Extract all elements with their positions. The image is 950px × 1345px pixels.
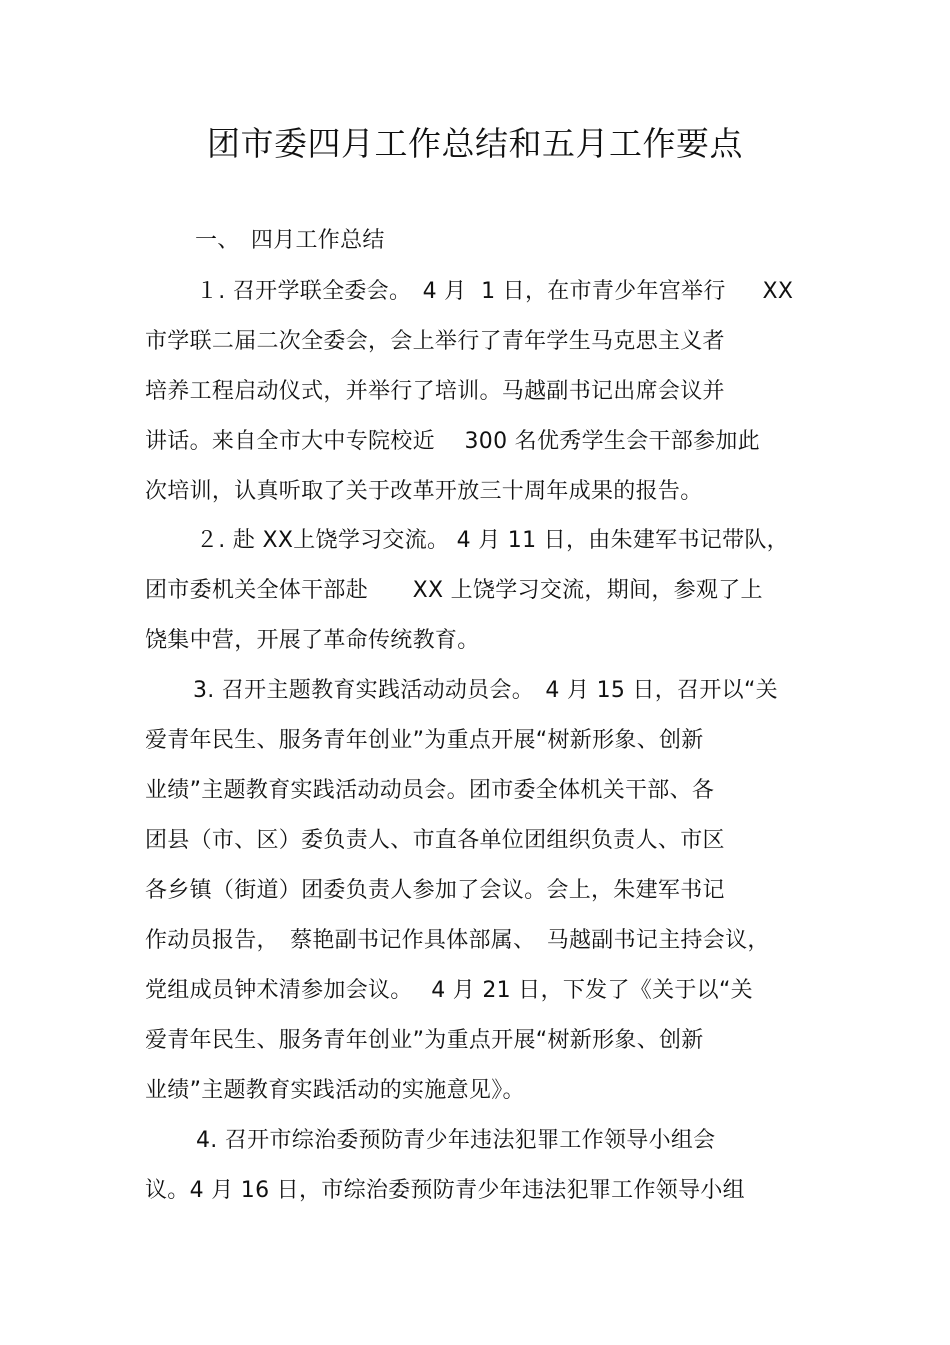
- paragraph-line: 讲话。来自全市大中专院校近 300 名优秀学生会干部参加此: [145, 429, 760, 454]
- paragraph-line: 作动员报告， 蔡艳副书记作具体部属、 马越副书记主持会议，: [145, 928, 770, 953]
- paragraph-line: 4. 召开市综治委预防青少年违法犯罪工作领导小组会: [196, 1128, 716, 1153]
- paragraph-line: 议。4 月 16 日，市综治委预防青少年违法犯罪工作领导小组: [145, 1178, 745, 1203]
- paragraph-line: １. 召开学联全委会。 4 月 1 日，在市青少年宫举行 XX: [196, 279, 794, 304]
- paragraph-line: 3. 召开主题教育实践活动动员会。 4 月 15 日，召开以“关: [193, 678, 778, 703]
- document-title: 团市委四月工作总结和五月工作要点: [207, 124, 743, 163]
- paragraph-line: 市学联二届二次全委会，会上举行了青年学生马克思主义者: [145, 329, 725, 354]
- paragraph-line: 团县（市、区）委负责人、市直各单位团组织负责人、市区: [145, 828, 725, 853]
- paragraph-line: 爱青年民生、服务青年创业”为重点开展“树新形象、创新: [145, 1028, 704, 1053]
- paragraph-line: 业绩”主题教育实践活动的实施意见》。: [145, 1078, 525, 1103]
- paragraph-line: 党组成员钟术清参加会议。 4 月 21 日，下发了《关于以“关: [145, 978, 753, 1003]
- paragraph-line: 各乡镇（街道）团委负责人参加了会议。会上，朱建军书记: [145, 878, 725, 903]
- paragraph-line: 培养工程启动仪式，并举行了培训。马越副书记出席会议并: [145, 379, 725, 404]
- paragraph-line: 团市委机关全体干部赴 XX 上饶学习交流，期间，参观了上: [145, 578, 763, 603]
- paragraph-line: ２. 赴 XX上饶学习交流。 4 月 11 日，由朱建军书记带队，: [196, 528, 789, 553]
- paragraph-line: 爱青年民生、服务青年创业”为重点开展“树新形象、创新: [145, 728, 704, 753]
- section-heading: 一、 四月工作总结: [195, 228, 385, 253]
- paragraph-line: 业绩”主题教育实践活动动员会。团市委全体机关干部、各: [145, 778, 715, 803]
- paragraph-line: 次培训，认真听取了关于改革开放三十周年成果的报告。: [145, 479, 703, 504]
- paragraph-line: 饶集中营，开展了革命传统教育。: [145, 628, 480, 653]
